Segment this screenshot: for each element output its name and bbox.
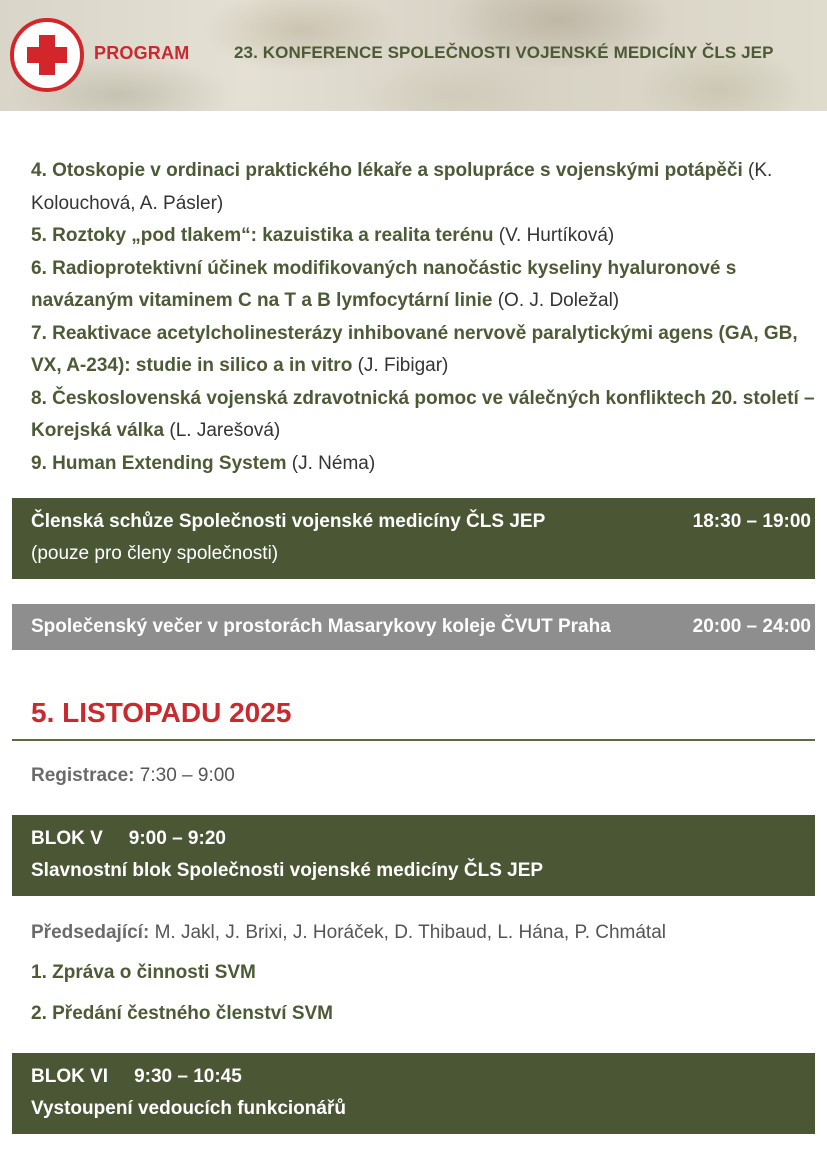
chairs-label: Předsedající: <box>31 922 150 943</box>
members-meeting-row <box>12 506 815 538</box>
social-evening-title: Společenský večer v prostorách Masarykovy koleje ČVUT Praha <box>31 616 611 637</box>
members-meeting-bar <box>12 498 815 579</box>
members-meeting-note: (pouze pro členy společnosti) <box>31 543 279 564</box>
talk-item <box>31 448 821 481</box>
talk-title: 5. Roztoky „pod tlakem“: kazuistika a realita terénu <box>31 225 494 246</box>
program-item: 1. Zpráva o činnosti SVM <box>31 962 256 983</box>
talk-item <box>31 253 821 318</box>
blok-vi-bar <box>12 1053 815 1134</box>
social-evening-time: 20:00 – 24:00 <box>692 616 811 637</box>
blok-vi-title: Vystoupení vedoucích funkcionářů <box>31 1098 346 1119</box>
talk-authors: (L. Jarešová) <box>169 420 281 441</box>
blok-v-label: BLOK V <box>31 828 103 849</box>
divider <box>12 739 815 741</box>
registration-label: Registrace: <box>31 765 135 786</box>
blok-v-time: 9:00 – 9:20 <box>128 828 226 849</box>
registration-line <box>31 765 235 787</box>
blok-vi-time: 9:30 – 10:45 <box>134 1066 242 1087</box>
registration-time: 7:30 – 9:00 <box>139 765 235 786</box>
talk-item <box>31 383 821 448</box>
talk-item <box>31 155 821 220</box>
chairs-names: M. Jakl, J. Brixi, J. Horáček, D. Thibaud, L. Hána, P. Chmátal <box>154 922 667 943</box>
members-meeting-time: 18:30 – 19:00 <box>692 511 811 532</box>
talk-title: 9. Human Extending System <box>31 452 287 474</box>
blok-v-title: Slavnostní blok Společnosti vojenské medicíny ČLS JEP <box>31 860 544 881</box>
blok-v-bar <box>12 815 815 896</box>
talk-authors: (V. Hurtíková) <box>498 225 615 246</box>
red-cross-icon-bar <box>27 47 67 63</box>
blok-vi-heading <box>12 1061 815 1093</box>
conference-title: 23. KONFERENCE SPOLEČNOSTI VOJENSKÉ MEDICÍNY ČLS JEP <box>234 43 774 62</box>
talk-authors: (K. Kolouchová, A. Pásler) <box>31 160 773 214</box>
talk-authors: (J. Néma) <box>291 452 376 474</box>
talk-title: 8. Československá vojenská zdravotnická pomoc ve válečných konfliktech 20. století – Korejská válka <box>31 387 815 441</box>
social-evening-row <box>12 611 815 643</box>
members-meeting-title: Členská schůze Společnosti vojenské medicíny ČLS JEP <box>31 511 546 532</box>
talk-list <box>31 155 821 480</box>
chairs-line <box>31 922 666 944</box>
program-item: 2. Předání čestného členství SVM <box>31 1003 333 1024</box>
page-header <box>0 0 827 111</box>
program-label: PROGRAM <box>94 43 190 63</box>
talk-item <box>31 220 821 253</box>
talk-title: 4. Otoskopie v ordinaci praktického lékaře a spolupráce s vojenskými potápěči <box>31 160 743 181</box>
social-evening-bar <box>12 604 815 650</box>
red-cross-logo <box>10 18 84 92</box>
talk-title: 7. Reaktivace acetylcholinesterázy inhibované nervově paralytickými agens (GA, GB, VX, A-234): studie in silico a in vitro <box>31 322 798 376</box>
blok-v-heading <box>12 823 815 855</box>
talk-authors: (J. Fibigar) <box>357 355 449 376</box>
talk-item <box>31 318 821 383</box>
day-heading: 5. LISTOPADU 2025 <box>31 697 292 728</box>
talk-authors: (O. J. Doležal) <box>497 290 620 311</box>
blok-vi-label: BLOK VI <box>31 1066 109 1087</box>
talk-title: 6. Radioprotektivní účinek modifikovaných nanočástic kyseliny hyaluronové s navázaným vitaminem C na T a B lymfocytární linie <box>31 257 737 311</box>
